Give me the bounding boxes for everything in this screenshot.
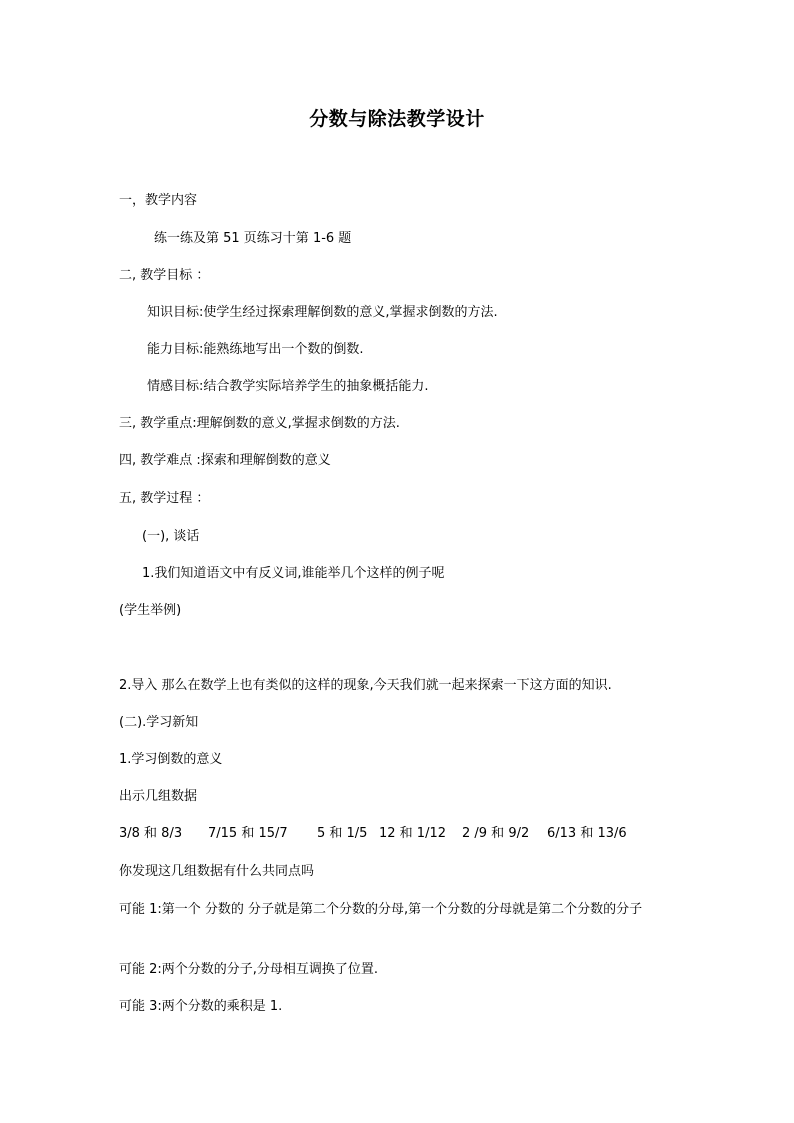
section-key-point: 三, 教学重点:理解倒数的意义,掌握求倒数的方法. <box>119 416 400 431</box>
section-goals-heading: 二, 教学目标 ： <box>119 268 210 283</box>
process-part1-heading: (一), 谈话 <box>142 529 200 544</box>
fraction-pair: 12 和 1/12 <box>379 826 446 841</box>
process-part2-show: 出示几组数据 <box>119 789 198 804</box>
fraction-pair: 3/8 和 8/3 <box>119 826 183 841</box>
fraction-pair: 7/15 和 15/7 <box>208 826 288 841</box>
section-difficulty: 四, 教学难点 :探索和理解倒数的意义 <box>119 453 331 468</box>
goal-ability: 能力目标:能熟练地写出一个数的倒数. <box>147 342 364 357</box>
question-common: 你发现这几组数据有什么共同点吗 <box>119 864 315 879</box>
section-content-text: 练一练及第 51 页练习十第 1-6 题 <box>154 231 352 246</box>
goal-knowledge: 知识目标:使学生经过探索理解倒数的意义,掌握求倒数的方法. <box>147 305 498 320</box>
section-process-heading: 五, 教学过程 ： <box>119 491 210 506</box>
fraction-pair: 5 和 1/5 <box>317 826 368 841</box>
fraction-pair: 6/13 和 13/6 <box>547 826 627 841</box>
section-content-heading: 一，教学内容 <box>119 193 198 208</box>
process-part1-question2: 2.导入 那么在数学上也有类似的这样的现象,今天我们就一起来探索一下这方面的知识. <box>119 678 612 693</box>
possibility-2: 可能 2:两个分数的分子,分母相互调换了位置. <box>119 962 379 977</box>
goal-emotion: 情感目标:结合教学实际培养学生的抽象概括能力. <box>147 379 429 394</box>
possibility-1: 可能 1:第一个 分数的 分子就是第二个分数的分母,第一个分数的分母就是第二个分数的分子 <box>119 902 643 917</box>
process-part1-question1: 1.我们知道语文中有反义词,谁能举几个这样的例子呢 <box>142 566 445 581</box>
process-part2-heading: (二).学习新知 <box>119 715 199 730</box>
document-title: 分数与除法教学设计 <box>309 108 485 130</box>
process-part2-item1: 1.学习倒数的意义 <box>119 752 223 767</box>
fraction-pair: 2 /9 和 9/2 <box>462 826 530 841</box>
possibility-3: 可能 3:两个分数的乘积是 1. <box>119 999 283 1014</box>
process-part1-note: (学生举例) <box>119 603 182 618</box>
